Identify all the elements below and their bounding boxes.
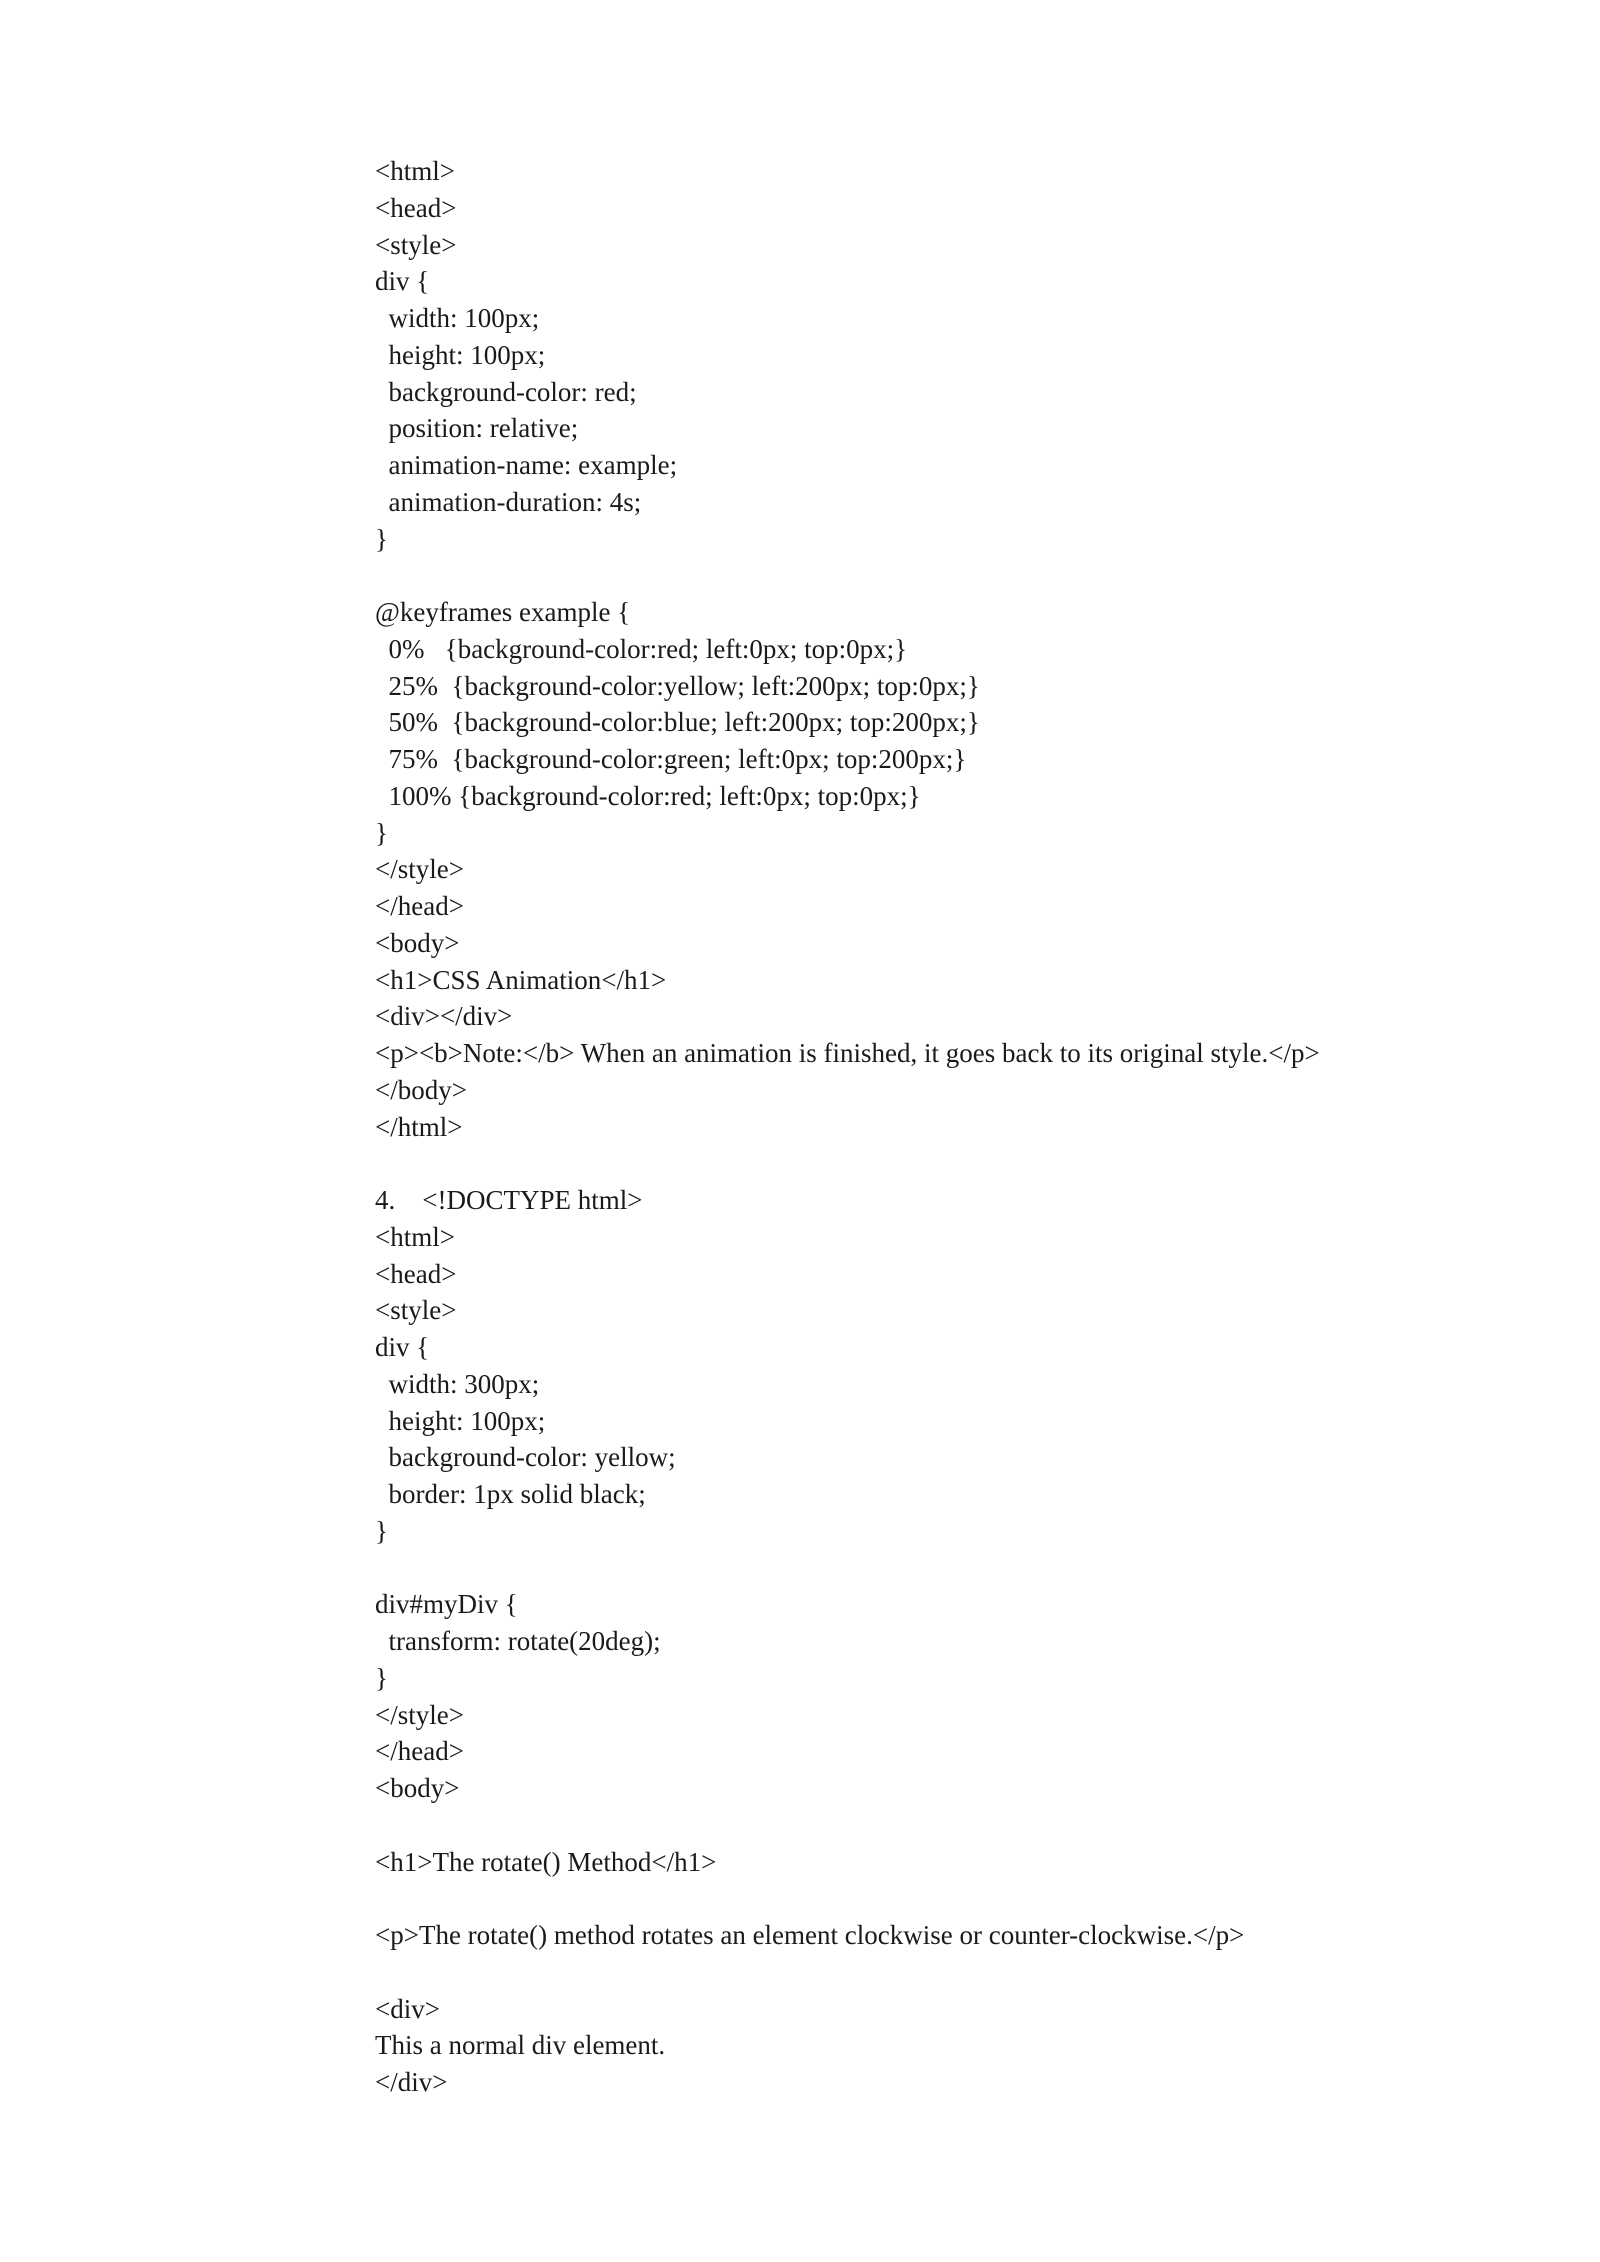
code-line: } — [375, 1662, 388, 1693]
blank-line — [375, 1954, 1555, 1991]
code-line: <div></div> — [375, 1001, 513, 1032]
code-line: 75% {background-color:green; left:0px; top:200px;} — [375, 744, 967, 774]
blank-line — [375, 1880, 1555, 1917]
code-line: div { — [375, 266, 430, 297]
code-line: </body> — [375, 1074, 467, 1105]
code-line: <html> — [375, 156, 455, 186]
code-line: <head> — [375, 192, 457, 223]
blank-line — [375, 1550, 1555, 1587]
code-line: 100% {background-color:red; left:0px; top:0px;} — [375, 780, 921, 811]
code-line: <h1>CSS Animation</h1> — [375, 964, 667, 995]
code-line: height: 100px; — [375, 1405, 546, 1436]
code-line: transform: rotate(20deg); — [375, 1626, 661, 1656]
code-line: </style> — [375, 1699, 464, 1730]
blank-line — [375, 1145, 1555, 1182]
code-line: animation-name: example; — [375, 450, 678, 480]
code-listing — [375, 153, 1555, 2101]
code-line: background-color: red; — [375, 376, 637, 407]
code-line: div#myDiv { — [375, 1589, 518, 1620]
code-line: </div> — [375, 2067, 448, 2097]
code-line: <p><b>Note:</b> When an animation is finished, it goes back to its original style.</p> — [375, 1038, 1320, 1068]
code-line: <div> — [375, 1993, 440, 2024]
code-line: 50% {background-color:blue; left:200px; top:200px;} — [375, 707, 980, 738]
code-line: } — [375, 817, 388, 848]
code-line: </head> — [375, 891, 464, 921]
code-line: <html> — [375, 1221, 455, 1252]
code-line: border: 1px solid black; — [375, 1479, 646, 1509]
code-line: 0% {background-color:red; left:0px; top:0px;} — [375, 633, 908, 664]
code-line: position: relative; — [375, 413, 579, 444]
code-line: <body> — [375, 927, 460, 958]
blank-line — [375, 1807, 1555, 1844]
code-line: width: 100px; — [375, 303, 540, 333]
code-line: @keyframes example { — [375, 597, 631, 627]
code-line: animation-duration: 4s; — [375, 486, 642, 517]
code-line: <head> — [375, 1258, 457, 1289]
code-line: 4. <!DOCTYPE html> — [375, 1185, 643, 1215]
code-line: <h1>The rotate() Method</h1> — [375, 1846, 717, 1877]
code-line: </html> — [375, 1111, 463, 1142]
code-line: } — [375, 523, 388, 554]
code-line: height: 100px; — [375, 339, 546, 370]
code-line: <style> — [375, 229, 457, 260]
blank-line — [375, 557, 1555, 594]
code-line: <p>The rotate() method rotates an element clockwise or counter-clockwise.</p> — [375, 1920, 1245, 1950]
code-line: div { — [375, 1332, 430, 1362]
code-line: width: 300px; — [375, 1368, 540, 1399]
code-line: } — [375, 1515, 388, 1546]
code-line: </head> — [375, 1736, 464, 1767]
code-line: <body> — [375, 1773, 460, 1803]
code-line: 25% {background-color:yellow; left:200px; top:0px;} — [375, 670, 980, 701]
code-line: <style> — [375, 1295, 457, 1326]
code-line: background-color: yellow; — [375, 1442, 676, 1473]
code-line: This a normal div element. — [375, 2030, 666, 2061]
code-line: </style> — [375, 854, 464, 885]
